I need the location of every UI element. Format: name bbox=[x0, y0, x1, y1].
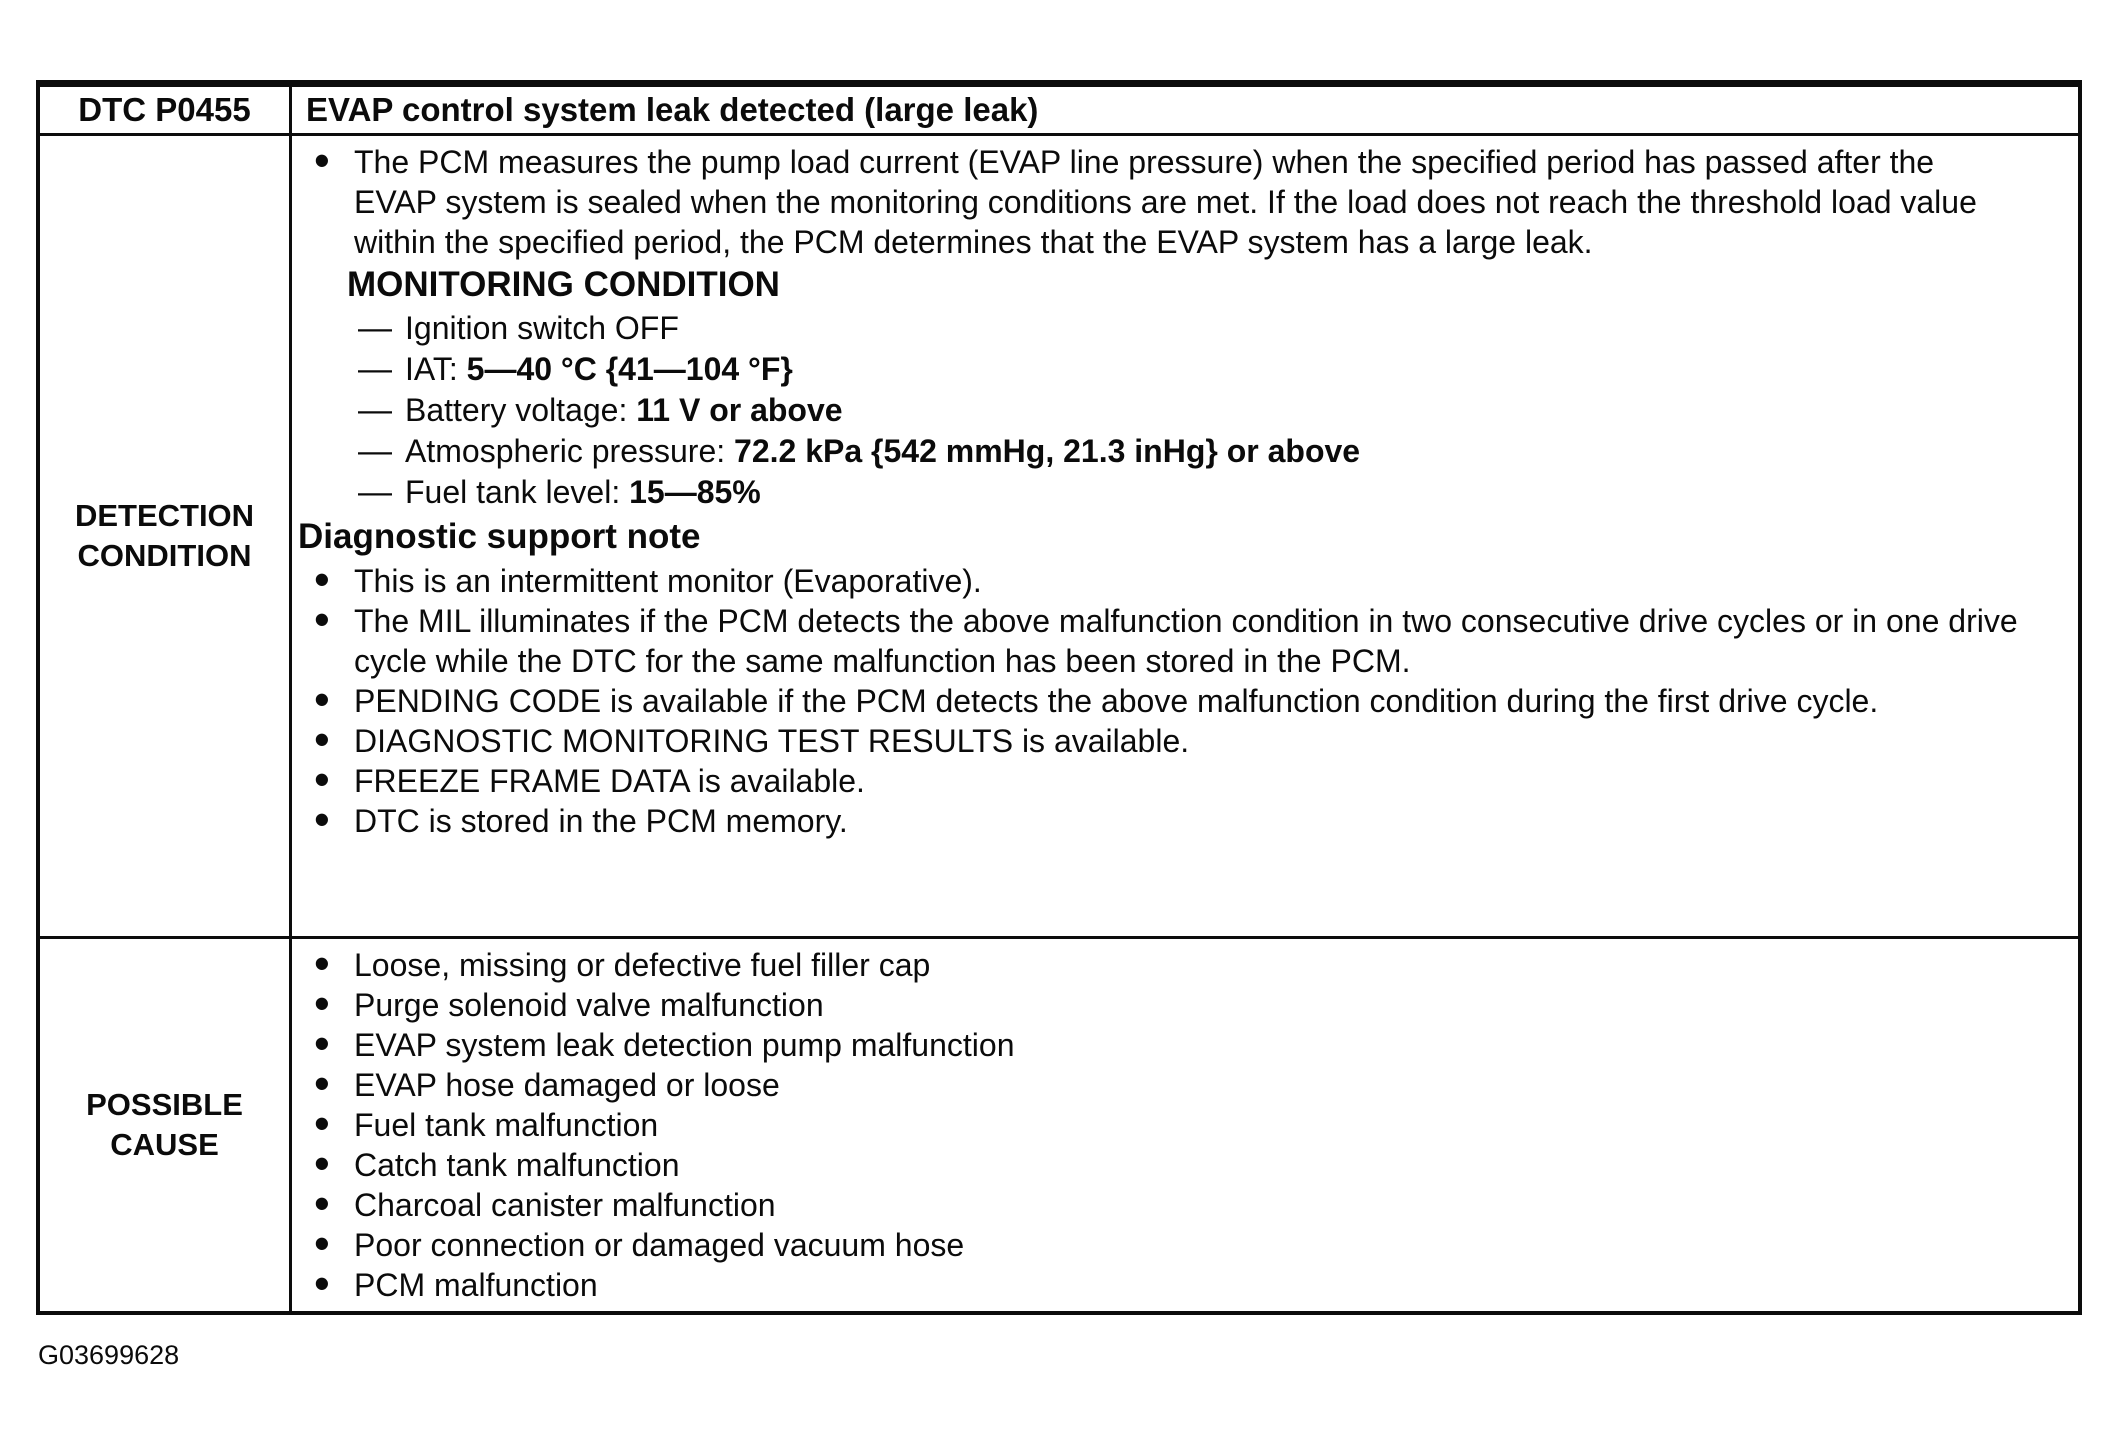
bullet-marker: • bbox=[314, 939, 330, 989]
note-bullet bbox=[298, 594, 2066, 681]
detection-condition-content bbox=[292, 136, 2078, 936]
monitoring-item-text bbox=[405, 431, 1360, 472]
monitoring-item-battery-voltage bbox=[298, 390, 2066, 431]
possible-cause-text: EVAP hose damaged or loose bbox=[354, 1067, 780, 1103]
bullet-marker: • bbox=[314, 978, 330, 1029]
dtc-code-cell bbox=[40, 87, 292, 133]
possible-cause-text: Poor connection or damaged vacuum hose bbox=[354, 1227, 965, 1263]
bullet-marker: • bbox=[314, 1178, 330, 1229]
possible-cause-text: PCM malfunction bbox=[354, 1267, 598, 1303]
possible-cause-item bbox=[298, 1258, 2066, 1309]
note-bullet bbox=[298, 714, 2066, 765]
detection-condition-label bbox=[40, 136, 292, 936]
possible-cause-text: Catch tank malfunction bbox=[354, 1147, 680, 1183]
monitoring-item-label: Atmospheric pressure: bbox=[405, 433, 735, 469]
monitoring-item-atmospheric-pressure bbox=[298, 431, 2066, 472]
detection-intro-text: The PCM measures the pump load current (EVAP line pressure) when the specified period has passed after the EVAP system is sealed when the monitoring conditions are met. If the load does not reach the threshold load value within the specified period, the PCM determines that the EVAP system has a large leak. bbox=[354, 144, 1977, 260]
monitoring-item-label: Ignition switch OFF bbox=[405, 310, 679, 346]
possible-cause-text: Charcoal canister malfunction bbox=[354, 1187, 776, 1223]
dtc-table bbox=[36, 80, 2082, 1315]
possible-cause-item bbox=[298, 978, 2066, 1029]
possible-cause-row bbox=[40, 936, 2078, 1311]
note-bullet-text: DIAGNOSTIC MONITORING TEST RESULTS is available. bbox=[354, 723, 1190, 759]
dtc-code: DTC P0455 bbox=[78, 91, 251, 128]
bullet-marker: • bbox=[314, 674, 330, 725]
possible-cause-item bbox=[298, 1018, 2066, 1069]
figure-code: G03699628 bbox=[38, 1340, 180, 1370]
bullet-marker: • bbox=[314, 714, 330, 765]
monitoring-item-text bbox=[405, 308, 679, 349]
bullet-marker: • bbox=[314, 1258, 330, 1309]
note-bullet-text: PENDING CODE is available if the PCM detects the above malfunction condition during the first drive cycle. bbox=[354, 683, 1879, 719]
bullet-marker: • bbox=[314, 594, 330, 645]
possible-cause-label bbox=[40, 939, 292, 1311]
possible-cause-content bbox=[292, 939, 2078, 1311]
bullet-marker: • bbox=[314, 1058, 330, 1109]
note-bullet-text: FREEZE FRAME DATA is available. bbox=[354, 763, 865, 799]
bullet-marker: • bbox=[314, 554, 330, 605]
monitoring-item-text bbox=[405, 472, 761, 513]
monitoring-item-fuel-tank-level bbox=[298, 472, 2066, 513]
possible-cause-item bbox=[298, 1098, 2066, 1149]
monitoring-item-iat bbox=[298, 349, 2066, 390]
note-bullet-text: The MIL illuminates if the PCM detects the above malfunction condition in two consecutive drive cycles or in one drive cycle while the DTC for the same malfunction has been stored in the PCM. bbox=[354, 603, 2018, 679]
detection-label-line1: DETECTION bbox=[74, 498, 255, 533]
bullet-marker: • bbox=[314, 754, 330, 805]
monitoring-item-label: IAT: bbox=[405, 351, 467, 387]
monitoring-item-value: 72.2 kPa {542 mmHg, 21.3 inHg} or above bbox=[734, 433, 1361, 469]
possible-cause-item bbox=[298, 939, 2066, 989]
bullet-marker: • bbox=[314, 136, 330, 186]
bullet-marker: • bbox=[314, 1018, 330, 1069]
dash-marker: — bbox=[358, 391, 392, 429]
dtc-description-cell bbox=[292, 87, 2078, 133]
monitoring-item-value: 11 V or above bbox=[636, 392, 843, 428]
possible-cause-item bbox=[298, 1218, 2066, 1269]
dash-marker: — bbox=[358, 350, 392, 388]
possible-cause-item bbox=[298, 1138, 2066, 1189]
note-bullet-text: DTC is stored in the PCM memory. bbox=[354, 803, 848, 839]
note-bullet bbox=[298, 554, 2066, 605]
possible-cause-item bbox=[298, 1178, 2066, 1229]
detection-intro-bullet bbox=[298, 136, 2066, 262]
bullet-marker: • bbox=[314, 1138, 330, 1189]
diagnostic-support-note-heading: Diagnostic support note bbox=[298, 517, 701, 556]
dash-marker: — bbox=[358, 432, 392, 470]
monitoring-item-text bbox=[405, 349, 793, 390]
possible-cause-text: EVAP system leak detection pump malfunction bbox=[354, 1027, 1015, 1063]
monitoring-item-value: 15—85% bbox=[629, 474, 761, 510]
dash-marker: — bbox=[358, 473, 392, 511]
note-bullet bbox=[298, 754, 2066, 805]
monitoring-item-value: 5—40 °C {41—104 °F} bbox=[466, 351, 793, 387]
note-bullet bbox=[298, 674, 2066, 725]
bullet-marker: • bbox=[314, 1218, 330, 1269]
possible-cause-text: Purge solenoid valve malfunction bbox=[354, 987, 824, 1023]
bullet-marker: • bbox=[314, 1098, 330, 1149]
monitoring-item-label: Battery voltage: bbox=[405, 392, 637, 428]
monitoring-item-ignition bbox=[298, 308, 2066, 349]
dash-marker: — bbox=[358, 309, 392, 347]
possible-cause-label-line2: CAUSE bbox=[110, 1127, 219, 1162]
possible-cause-label-line1: POSSIBLE bbox=[86, 1087, 243, 1122]
monitoring-condition-heading: MONITORING CONDITION bbox=[347, 265, 780, 304]
detection-condition-row bbox=[40, 133, 2078, 936]
dtc-description: EVAP control system leak detected (large leak) bbox=[306, 91, 1039, 128]
bullet-marker: • bbox=[314, 794, 330, 845]
possible-cause-item bbox=[298, 1058, 2066, 1109]
monitoring-item-text bbox=[405, 390, 843, 431]
possible-cause-text: Fuel tank malfunction bbox=[354, 1107, 659, 1143]
note-bullet-text: This is an intermittent monitor (Evaporative). bbox=[354, 563, 982, 599]
monitoring-item-label: Fuel tank level: bbox=[405, 474, 630, 510]
detection-label-line2: CONDITION bbox=[77, 538, 252, 573]
note-bullet bbox=[298, 794, 2066, 845]
possible-cause-text: Loose, missing or defective fuel filler cap bbox=[354, 947, 931, 983]
dtc-header-row bbox=[40, 87, 2078, 133]
